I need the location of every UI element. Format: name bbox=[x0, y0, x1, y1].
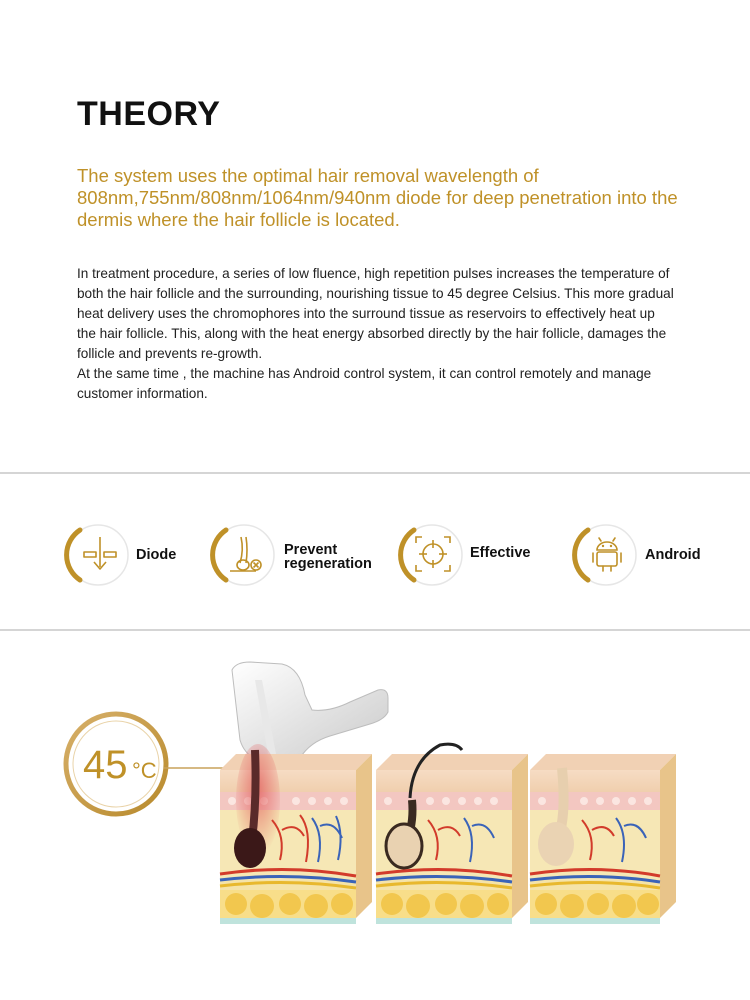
skin-block-heating bbox=[220, 744, 372, 924]
body-text bbox=[77, 264, 677, 404]
skin-block-empty-follicle bbox=[530, 754, 676, 924]
feature-label-android: Android bbox=[645, 547, 701, 563]
temperature-value: 45 bbox=[83, 743, 128, 787]
top-divider bbox=[0, 472, 750, 474]
diode-icon bbox=[60, 515, 140, 595]
temperature-unit: °C bbox=[132, 758, 157, 783]
body-paragraph-2: At the same time , the machine has Android control system, it can control remotely and manage customer information. bbox=[77, 366, 652, 401]
lead-paragraph: The system uses the optimal hair removal wavelength of 808nm,755nm/808nm/1064nm/940nm diode for deep penetration into the dermis where the hair follicle is located. bbox=[77, 165, 678, 230]
feature-label-prevent-regeneration: Prevent regeneration bbox=[284, 542, 372, 572]
target-icon bbox=[394, 515, 474, 595]
feature-prevent-regeneration bbox=[206, 515, 396, 595]
feature-diode bbox=[60, 515, 200, 595]
bottom-divider bbox=[0, 629, 750, 631]
feature-label-effective: Effective bbox=[470, 545, 531, 561]
feature-label-diode: Diode bbox=[136, 547, 177, 563]
skin-block-damaged-follicle bbox=[376, 744, 528, 924]
treatment-illustration bbox=[0, 650, 750, 950]
android-icon bbox=[568, 515, 648, 595]
feature-android bbox=[568, 515, 718, 595]
hair-follicle-icon bbox=[206, 515, 286, 595]
page-title: THEORY bbox=[77, 95, 221, 133]
feature-effective bbox=[394, 515, 544, 595]
body-paragraph-1: In treatment procedure, a series of low fluence, high repetition pulses increases the temperature of both the hair follicle and the surrounding, nourishing tissue to 45 degree Celsius. This more gradual heat delivery uses the chromophores into the surround tissue as reservoirs to effectively heat up the hair follicle. This, along with the heat energy absorbed directly by the hair follicle, damages the follicle and prevents re-growth. bbox=[77, 266, 674, 361]
